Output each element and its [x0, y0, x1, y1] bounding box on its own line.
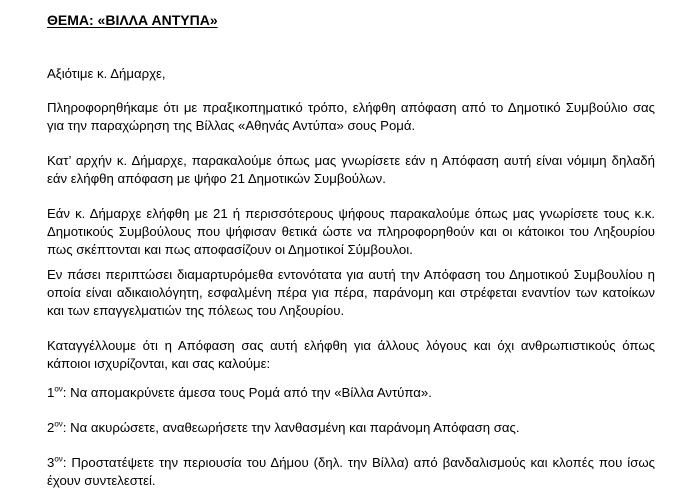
- demand-item-2: [47, 419, 655, 437]
- demand-number: 1: [47, 385, 55, 400]
- ordinal-suffix: ον: [54, 454, 63, 464]
- letter-subject-title: ΘΕΜΑ: «ΒΙΛΛΑ ΑΝΤΥΠΑ»: [47, 12, 218, 28]
- paragraph-council-members-request: Εάν κ. Δήμαρχε ελήφθη με 21 ή περισσότερους ψήφους παρακαλούμε όπως μας γνωρίσετε τους κ.κ. Δημοτικούς Συμβούλους που ψήφισαν θετικά ώστε να πληροφορηθούν και οι κάτοικοι του Ληξουρίου πως σκέπτονται και πως αποφασίζουν οι Δημοτικοί Σύμβουλοι.: [47, 206, 655, 257]
- demand-number: 3: [47, 455, 55, 470]
- paragraph-decision-notice: Πληροφορηθήκαμε ότι με πραξικοπηματικό τρόπο, ελήφθη απόφαση από το Δημοτικό Συμβούλιο σας για την παραχώρηση της Βίλλας «Αθηνάς Αντύπα» σους Ρομά.: [47, 100, 655, 133]
- demand-text: : Να απομακρύνετε άμεσα τους Ρομά από την «Βίλλα Αντύπα».: [62, 385, 432, 400]
- demand-item-3: [47, 454, 655, 490]
- paragraph-protest: Εν πάσει περιπτώσει διαμαρτυρόμεθα εντονότατα για αυτή την Απόφαση του Δημοτικού Συμβουλίου η οποία είναι αδικαιολόγητη, εσφαλμένη πέρα για πέρα, παράνομη και στρέφεται εναντίον των κατοίκων και των επαγγελματιών της πόλεως του Ληξουρίου.: [47, 267, 655, 318]
- demand-text: : Προστατέψετε την περιουσία του Δήμου (δηλ. την Βίλλα) από βανδαλισμούς και κλοπές που ίσως έχουν συντελεστεί.: [47, 455, 655, 488]
- paragraph-legality-question: Κατ’ αρχήν κ. Δήμαρχε, παρακαλούμε όπως μας γνωρίσετε εάν η Απόφαση αυτή είναι νόμιμη δηλαδή εάν ελήφθη απόφαση με ψήφο 21 Δημοτικών Συμβούλων.: [47, 153, 655, 186]
- ordinal-suffix: ον: [54, 419, 63, 429]
- paragraph-complaint: Καταγγέλλουμε ότι η Απόφαση σας αυτή ελήφθη για άλλους λόγους και όχι ανθρωπιστικούς όπως κάποιοι ισχυρίζονται, και σας καλούμε:: [47, 338, 655, 371]
- demand-text: : Να ακυρώσετε, αναθεωρήσετε την λανθασμένη και παράνομη Απόφαση σας.: [62, 420, 520, 435]
- letter-greeting: Αξιότιμε κ. Δήμαρχε,: [47, 66, 166, 81]
- demand-number: 2: [47, 420, 55, 435]
- ordinal-suffix: ον: [54, 384, 63, 394]
- demand-item-1: [47, 384, 655, 402]
